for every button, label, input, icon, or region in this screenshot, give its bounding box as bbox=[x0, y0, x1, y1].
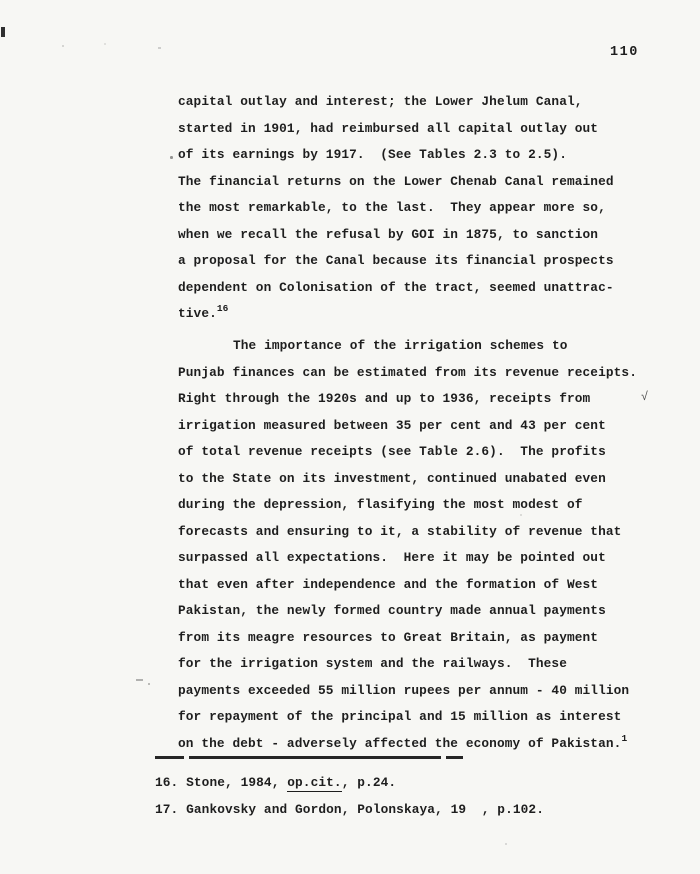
text-line: when we recall the refusal by GOI in 1875, to sanction bbox=[178, 226, 599, 242]
text-line: during the depression, flasifying the most modest of bbox=[178, 497, 583, 512]
text-line: The importance of the irrigation schemes to bbox=[233, 338, 568, 353]
text-line: from its meagre resources to Great Britain, as payment bbox=[178, 629, 599, 645]
scan-artifact-dot bbox=[505, 843, 507, 845]
text-line: The financial returns on the Lower Chenab Canal remained bbox=[178, 173, 614, 189]
footnote-17: 17. Gankovsky and Gordon, Polonskaya, 19 , p.102. bbox=[155, 801, 544, 817]
text-line: Right through the 1920s and up to 1936, receipts from bbox=[178, 391, 591, 406]
text-line: the most remarkable, to the last. They appear more so, bbox=[178, 200, 606, 215]
scan-artifact-edge-tick bbox=[1, 27, 5, 37]
text-line: surpassed all expectations. Here it may be pointed out bbox=[178, 550, 606, 565]
footnote-reference-16: 16 bbox=[216, 303, 229, 314]
text-line: Pakistan, the newly formed country made annual payments bbox=[178, 603, 606, 618]
text-line bbox=[178, 731, 637, 758]
body-paragraph-2 bbox=[178, 333, 637, 757]
text-line: capital outlay and interest; the Lower Jhelum Canal, bbox=[178, 94, 583, 109]
scan-artifact-dot bbox=[62, 45, 64, 47]
text-line: to the State on its investment, continued unabated even bbox=[178, 470, 606, 486]
scan-artifact-dot bbox=[158, 47, 161, 49]
text-line: started in 1901, had reimbursed all capital outlay out bbox=[178, 120, 599, 136]
opcit-underlined: op.cit. bbox=[287, 775, 342, 790]
footnote-separator bbox=[155, 756, 184, 759]
scan-artifact-dot bbox=[170, 156, 173, 159]
footnotes-block bbox=[155, 770, 544, 823]
footnote-16 bbox=[155, 770, 544, 797]
footnote-reference-17: 1 bbox=[621, 732, 628, 744]
scan-artifact-dash bbox=[136, 679, 143, 681]
footnote-separator bbox=[189, 756, 441, 759]
text-fragment: 16. Stone, 1984, bbox=[155, 775, 288, 790]
text-line: forecasts and ensuring to it, a stability of revenue that bbox=[178, 523, 622, 539]
footnote-separator bbox=[446, 756, 463, 759]
body-paragraph-1 bbox=[178, 89, 614, 328]
margin-checkmark: √ bbox=[641, 390, 649, 404]
text-line bbox=[178, 301, 614, 328]
text-line: a proposal for the Canal because its financial prospects bbox=[178, 253, 614, 268]
text-line: of total revenue receipts (see Table 2.6). The profits bbox=[178, 444, 606, 459]
text-line: Punjab finances can be estimated from its revenue receipts. bbox=[178, 364, 637, 380]
scan-artifact-dot bbox=[104, 43, 106, 45]
text-line: irrigation measured between 35 per cent and 43 per cent bbox=[178, 417, 606, 433]
text-line: that even after independence and the formation of West bbox=[178, 576, 599, 592]
text-fragment: tive. bbox=[178, 306, 217, 321]
text-line: payments exceeded 55 million rupees per annum - 40 million bbox=[178, 682, 630, 698]
text-line: dependent on Colonisation of the tract, seemed unattrac- bbox=[178, 279, 614, 295]
text-line: for repayment of the principal and 15 million as interest bbox=[178, 709, 622, 724]
text-fragment: , p.24. bbox=[341, 775, 397, 790]
text-line: of its earnings by 1917. (See Tables 2.3 to 2.5). bbox=[178, 147, 567, 162]
text-fragment: on the debt - adversely affected the economy of Pakistan. bbox=[178, 735, 622, 751]
scan-artifact-dot bbox=[148, 683, 150, 685]
page-number: 110 bbox=[610, 45, 639, 60]
text-line: for the irrigation system and the railways. These bbox=[178, 656, 567, 671]
